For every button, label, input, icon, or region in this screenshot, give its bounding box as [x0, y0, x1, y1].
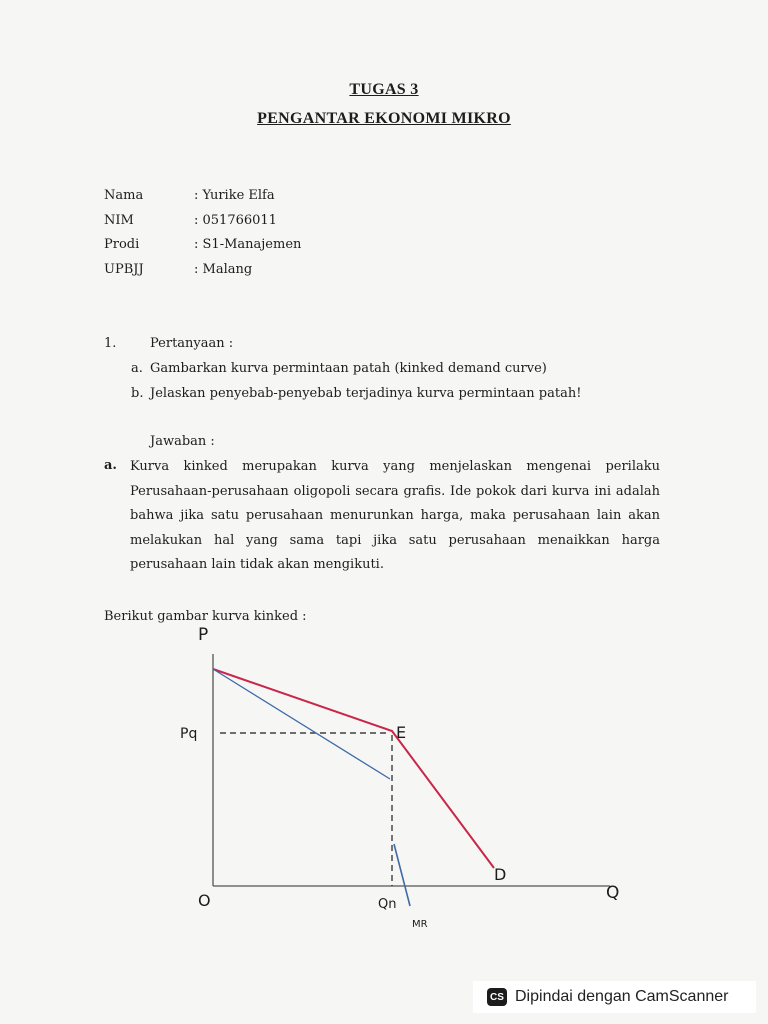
- figure-caption: Berikut gambar kurva kinked :: [104, 609, 307, 624]
- identity-value: : Yurike Elfa: [194, 188, 275, 203]
- identity-value: : S1-Manajemen: [194, 237, 302, 252]
- question-item-text: Jelaskan penyebab-penyebab terjadinya kurva permintaan patah!: [150, 386, 582, 401]
- mr-upper-segment: [213, 669, 390, 779]
- label-qn: Qn: [378, 897, 397, 912]
- document-title: TUGAS 3: [349, 81, 419, 98]
- label-origin: O: [198, 891, 211, 910]
- answer-paragraph: Kurva kinked merupakan kurva yang menjelaskan mengenai perilaku Perusahaan-perusahaan oligopoli secara grafis. Ide pokok dari kurva ini adalah bahwa jika satu perusahaan menurunkan harga, maka perusahaan lain akan melakukan hal yang sama tapi jika satu perusahaan menaikkan harga perusahaan lain tidak akan mengikuti.: [130, 459, 660, 572]
- label-pq: Pq: [180, 726, 198, 742]
- identity-label: Prodi: [104, 237, 140, 252]
- question-item-marker: b.: [131, 386, 144, 401]
- camscanner-icon: CS: [487, 988, 507, 1006]
- document-subtitle: PENGANTAR EKONOMI MIKRO: [257, 110, 511, 127]
- answer-heading: Jawaban :: [150, 434, 215, 449]
- question-item-text: Gambarkan kurva permintaan patah (kinked demand curve): [150, 361, 547, 376]
- label-p: P: [198, 625, 209, 645]
- question-item-marker: a.: [131, 361, 143, 376]
- label-mr: MR: [412, 919, 428, 930]
- identity-label: NIM: [104, 213, 134, 228]
- identity-label: Nama: [104, 188, 144, 203]
- identity-value: : 051766011: [194, 213, 277, 228]
- label-e: E: [396, 723, 407, 742]
- identity-value: : Malang: [194, 262, 253, 277]
- label-q: Q: [606, 883, 620, 903]
- answer-marker: a.: [104, 458, 117, 473]
- question-number: 1.: [104, 336, 117, 351]
- identity-label: UPBJJ: [104, 262, 144, 277]
- kinked-demand-sketch: [160, 618, 640, 938]
- demand-curve: [213, 669, 494, 868]
- camscanner-watermark: [473, 981, 756, 1013]
- question-heading: Pertanyaan :: [150, 336, 234, 351]
- label-d: D: [494, 865, 507, 884]
- camscanner-text: Dipindai dengan CamScanner: [515, 988, 729, 1005]
